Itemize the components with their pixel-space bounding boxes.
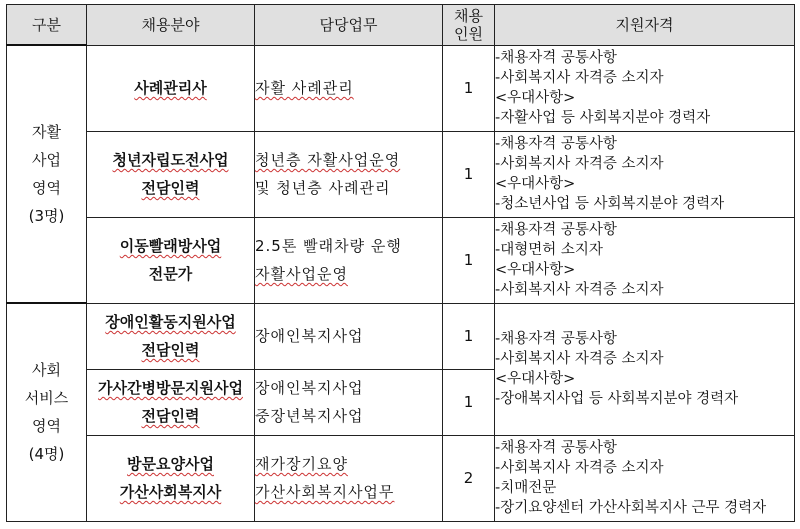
qualification-line: -사회복지사 자격증 소지자: [495, 351, 664, 367]
qualification-line: -채용자격 공통사항: [495, 50, 617, 66]
duty-text: 가산사회복지사업무: [255, 483, 395, 501]
table-row: [7, 217, 795, 303]
header-category: 구분: [7, 5, 87, 46]
category-line: 사업: [32, 151, 61, 169]
table-row: [7, 435, 795, 521]
field-text: 청년자립도전사업: [112, 151, 229, 169]
qualification-line: <우대사항>: [495, 262, 576, 278]
qualification-line: -장애복지사업 등 사회복지분야 경력자: [495, 391, 739, 407]
count-cell: 1: [443, 369, 495, 435]
qualification-line: -청소년사업 등 사회복지분야 경력자: [495, 196, 725, 212]
count-cell: 1: [443, 217, 495, 303]
category-cell: [7, 45, 87, 303]
qualification-cell: [495, 303, 795, 435]
qualification-line: -사회복지사 자격증 소지자: [495, 460, 664, 476]
qualification-line: -사회복지사 자격증 소지자: [495, 156, 664, 172]
qualification-line: -대형면허 소지자: [495, 242, 603, 258]
duty-text: 2.5톤 빨래차량 운행: [255, 237, 402, 255]
field-cell: [87, 369, 255, 435]
category-line: 서비스: [24, 389, 69, 408]
category-line: (4명): [28, 445, 65, 464]
count-cell: 2: [443, 435, 495, 521]
duty-cell: [255, 369, 443, 435]
duty-cell: [255, 45, 443, 131]
qualification-line: <우대사항>: [495, 176, 576, 192]
duty-text: 자활 사례관리: [255, 79, 354, 97]
duty-text: 청년층 자활사업운영: [255, 151, 401, 169]
qualification-cell: [495, 45, 795, 131]
duty-text: 장애인복지사업: [255, 379, 364, 397]
field-text: 전담인력: [141, 341, 200, 359]
header-row: [7, 5, 795, 46]
field-text: 가산사회복지사: [119, 483, 222, 501]
duty-text: 장애인복지사업: [255, 327, 364, 345]
count-cell: 1: [443, 303, 495, 369]
qualification-line: <우대사항>: [495, 90, 576, 106]
table-row: [7, 303, 795, 369]
field-text: 전담인력: [141, 407, 200, 425]
recruitment-table: [6, 4, 795, 522]
table-row: [7, 131, 795, 217]
qualification-line: -채용자격 공통사항: [495, 222, 617, 238]
header-field: 채용분야: [87, 5, 255, 46]
field-cell: [87, 131, 255, 217]
header-count-line2: 인원: [454, 24, 483, 43]
qualification-cell: [495, 131, 795, 217]
duty-text: 및 청년층 사례관리: [255, 179, 391, 197]
category-line: 자활: [32, 123, 61, 141]
header-duty: 담당업무: [255, 5, 443, 46]
qualification-line: -채용자격 공통사항: [495, 440, 617, 456]
qualification-line: -장기요양센터 가산사회복지사 근무 경력자: [495, 500, 767, 516]
field-text: 전문가: [148, 265, 193, 283]
field-text: 전담인력: [141, 179, 200, 197]
field-cell: [87, 45, 255, 131]
category-cell: [7, 303, 87, 521]
field-cell: [87, 303, 255, 369]
qualification-line: -자활사업 등 사회복지분야 경력자: [495, 110, 711, 126]
category-line: 영역: [32, 417, 61, 436]
qualification-line: <우대사항>: [495, 371, 576, 387]
category-line: 사회: [32, 361, 61, 380]
table-row: [7, 45, 795, 131]
duty-text: 자활사업운영: [255, 265, 348, 283]
category-line: 영역: [32, 179, 61, 197]
qualification-cell: [495, 217, 795, 303]
qualification-line: -치매전문: [495, 480, 557, 496]
field-cell: [87, 217, 255, 303]
count-cell: 1: [443, 131, 495, 217]
field-text: 이동빨래방사업: [119, 237, 222, 255]
qualification-line: -사회복지사 자격증 소지자: [495, 70, 664, 86]
field-text: 장애인활동지원사업: [105, 313, 236, 331]
qualification-line: -채용자격 공통사항: [495, 136, 617, 152]
duty-cell: [255, 435, 443, 521]
field-text: 사례관리사: [134, 79, 207, 97]
duty-cell: [255, 217, 443, 303]
duty-text: 재가장기요양: [255, 455, 348, 473]
header-qualification: 지원자격: [495, 5, 795, 46]
count-cell: 1: [443, 45, 495, 131]
qualification-cell: [495, 435, 795, 521]
field-text: 가사간병방문지원사업: [98, 379, 243, 397]
duty-text: 중장년복지사업: [255, 407, 364, 425]
duty-cell: [255, 131, 443, 217]
field-cell: [87, 435, 255, 521]
qualification-line: -채용자격 공통사항: [495, 331, 617, 347]
duty-cell: [255, 303, 443, 369]
qualification-line: -사회복지사 자격증 소지자: [495, 282, 664, 298]
header-count-line1: 채용: [454, 6, 483, 25]
field-text: 방문요양사업: [127, 455, 214, 473]
category-line: (3명): [28, 207, 65, 225]
header-count: [443, 5, 495, 46]
